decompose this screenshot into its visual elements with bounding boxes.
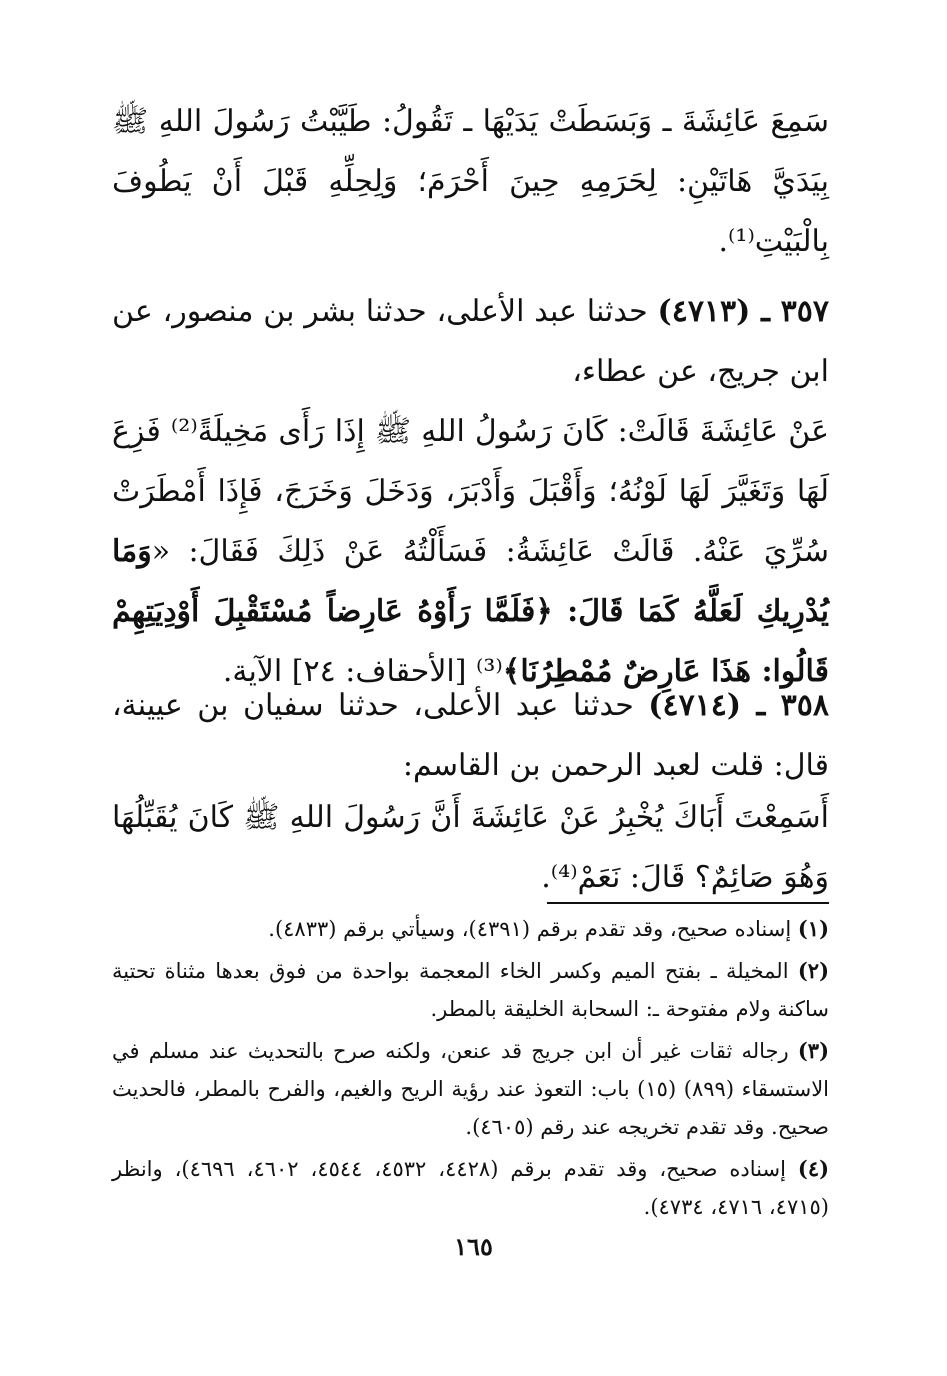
footnote-marker: (٣) — [797, 1038, 829, 1063]
footnote-4 — [112, 1150, 829, 1226]
footnote-1 — [112, 910, 829, 948]
footnote-2 — [112, 952, 829, 1028]
hadith-number: ٣٥٧ ـ (٤٧١٣) — [657, 294, 829, 329]
footnote-text: إسناده صحيح، وقد تقدم برقم (٤٤٢٨، ٤٥٣٢، ٤٥٤٤، ٤٦٠٢، ٤٦٩٦)، وانظر (٤٧١٥، ٤٧١٦، ٤٧٣٤). — [112, 1157, 829, 1219]
footnote-text: إسناده صحيح، وقد تقدم برقم (٤٣٩١)، وسيأتي برقم (٤٨٣٣). — [268, 917, 798, 941]
isnad-text: حدثنا عبد الأعلى، حدثنا بشر بن منصور، عن ابن جريج، عن عطاء، — [112, 294, 829, 389]
footnote-text: رجاله ثقات غير أن ابن جريج قد عنعن، ولكنه صرح بالتحديث عند مسلم في الاستسقاء (٨٩٩) (١٥) باب: التعوذ عند رؤية الريح والغيم، والفرح بالمطر، فالحديث صحيح. وقد تقدم تخريجه عند رقم (٤٦٠٥). — [112, 1039, 830, 1139]
footnotes — [112, 910, 829, 1230]
hadith-text-continuation: سَمِعَ عَائِشَةَ ـ وَبَسَطَتْ يَدَيْهَا ـ تَقُولُ: طَيَّبْتُ رَسُولَ اللهِ ﷺ بِيَدَيَّ هَاتَيْنِ: لِحَرَمِهِ حِينَ أَحْرَمَ؛ وَلِحِلِّهِ قَبْلَ أَنْ يَطُوفَ بِالْبَيْتِ⁽¹⁾. — [112, 104, 829, 259]
footnote-divider — [547, 902, 829, 904]
hadith-isnad-358 — [112, 676, 829, 796]
footnote-text: المخيلة ـ بفتح الميم وكسر الخاء المعجمة بواحدة من فوق بعدها مثناة تحتية ساكنة ولام مفتوحة ـ: السحابة الخليقة بالمطر. — [112, 959, 829, 1021]
hadith-matn-358: أَسَمِعْتَ أَبَاكَ يُخْبِرُ عَنْ عَائِشَةَ أَنَّ رَسُولَ اللهِ ﷺ كَانَ يُقَبِّلُهَا وَهُوَ صَائِمٌ؟ قَالَ: نَعَمْ⁽⁴⁾. — [112, 800, 829, 895]
quran-quote: وَمَا يُدْرِيكِ لَعَلَّهُ كَمَا قَالَ: ﴿فَلَمَّا رَأَوْهُ عَارِضاً مُسْتَقْبِلَ أَوْدِيَتِهِمْ قَالُوا: هَذَا عَارِضٌ مُمْطِرُنَا﴾ — [112, 534, 829, 689]
footnote-marker: (١) — [797, 916, 829, 941]
hadith-isnad-357 — [112, 282, 829, 402]
footnote-marker: (٢) — [797, 958, 829, 983]
isnad-text: حدثنا عبد الأعلى، حدثنا سفيان بن عيينة، قال: قلت لعبد الرحمن بن القاسم: — [112, 688, 829, 783]
matn-text: عَنْ عَائِشَةَ قَالَتْ: كَانَ رَسُولُ اللهِ ﷺ إِذَا رَأَى مَخِيلَةً⁽²⁾ فَزِعَ لَهَا وَتَغَيَّرَ لَهَا لَوْنُهُ؛ وَأَقْبَلَ وَأَدْبَرَ، وَدَخَلَ وَخَرَجَ، فَإِذَا أَمْطَرَتْ سُرِّيَ عَنْهُ. قَالَتْ عَائِشَةُ: فَسَأَلْتُهُ عَنْ ذَلِكَ فَقَالَ: « — [112, 414, 829, 569]
hadith-matn-357 — [112, 402, 829, 702]
page-number: ١٦٥ — [454, 1232, 493, 1261]
matn-text-end: ⁽³⁾ [الأحقاف: ٢٤] الآية. — [222, 654, 503, 689]
hadith-number: ٣٥٨ ـ (٤٧١٤) — [648, 688, 830, 723]
footnote-3 — [112, 1032, 829, 1146]
footnote-marker: (٤) — [797, 1156, 830, 1181]
